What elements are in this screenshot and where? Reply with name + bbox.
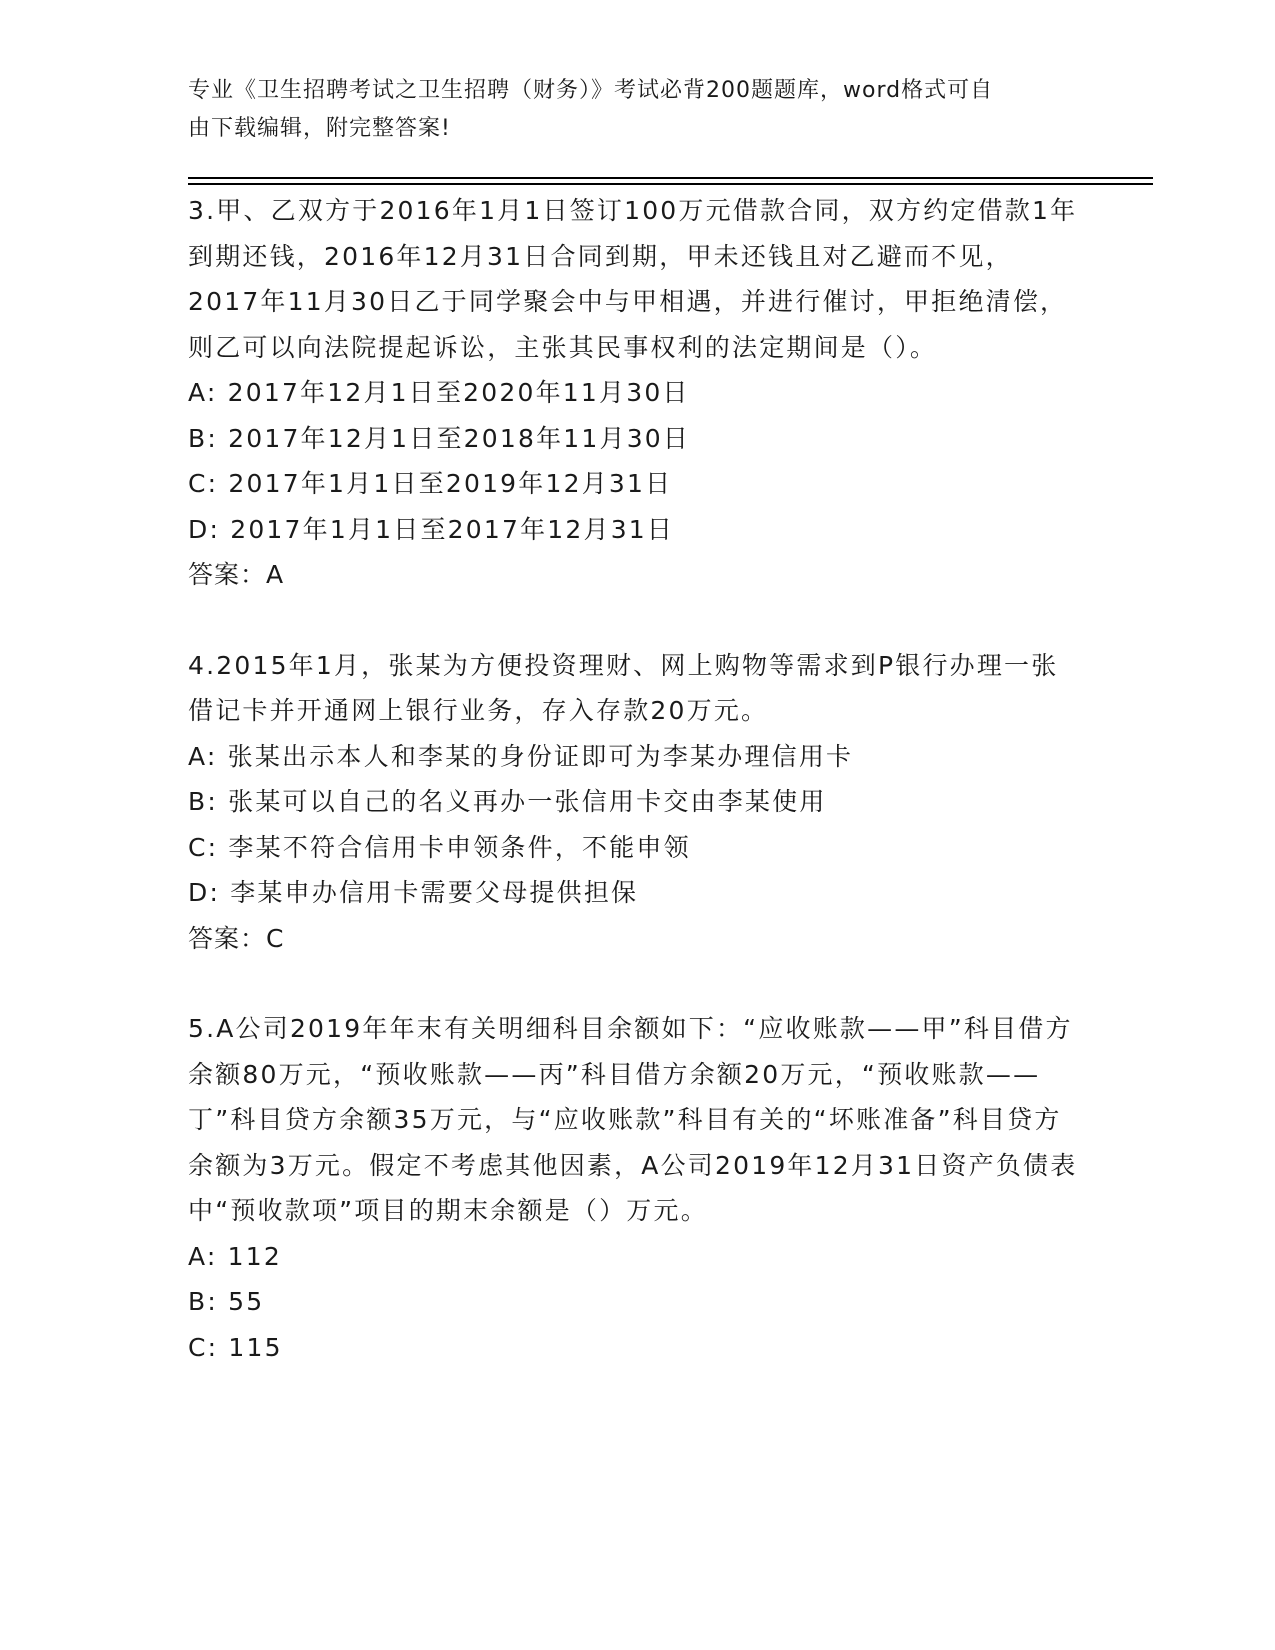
header-line-1: 专业《卫生招聘考试之卫生招聘（财务）》考试必背200题题库，word格式可自 [188, 78, 994, 103]
header-divider-top [188, 177, 1153, 179]
option-c: C: 2017年1月1日至2019年12月31日 [188, 469, 673, 498]
document-header [188, 72, 1068, 148]
question-3 [188, 188, 1078, 598]
option-b: B: 55 [188, 1287, 265, 1316]
option-b: B: 2017年12月1日至2018年11月30日 [188, 423, 691, 453]
header-line-2: 由下载编辑，附完整答案! [188, 116, 451, 141]
option-d: D: 李某申办信用卡需要父母提供担保 [188, 878, 639, 907]
question-stem: 3.甲、乙双方于2016年1月1日签订100万元借款合同，双方约定借款1年到期还钱，2016年12月31日合同到期，甲未还钱且对乙避而不见，2017年11月30日乙于同学聚会中与甲相遇，并进行催讨，甲拒绝清偿，则乙可以向法院提起诉讼，主张其民事权利的法定期间是（）。 [188, 196, 1078, 362]
question-4 [188, 643, 1078, 962]
question-list [188, 188, 1078, 1370]
option-d: D: 2017年1月1日至2017年12月31日 [188, 514, 675, 544]
question-spacer [188, 598, 1078, 643]
question-spacer [188, 961, 1078, 1006]
answer-line: 答案：A [188, 560, 285, 589]
option-c: C: 115 [188, 1332, 283, 1362]
question-stem: 4.2015年1月，张某为方便投资理财、网上购物等需求到P银行办理一张借记卡并开通网上银行业务，存入存款20万元。 [188, 650, 1059, 725]
question-5 [188, 1006, 1078, 1370]
header-divider-bottom [188, 183, 1153, 185]
option-a: A: 张某出示本人和李某的身份证即可为李某办理信用卡 [188, 741, 854, 771]
option-b: B: 张某可以自己的名义再办一张信用卡交由李某使用 [188, 787, 827, 816]
option-a: A: 2017年12月1日至2020年11月30日 [188, 378, 690, 407]
answer-line: 答案：C [188, 923, 285, 953]
option-c: C: 李某不符合信用卡申领条件，不能申领 [188, 832, 691, 862]
question-stem: 5.A公司2019年年末有关明细科目余额如下：“应收账款——甲”科目借方余额80万元，“预收账款——丙”科目借方余额20万元，“预收账款——丁”科目贷方余额35万元，与“应收账款”科目有关的“坏账准备”科目贷方余额为3万元。假定不考虑其他因素，A公司2019年12月31日资产负债表中“预收款项”项目的期末余额是（）万元。 [188, 1014, 1078, 1225]
option-a: A: 112 [188, 1241, 282, 1271]
